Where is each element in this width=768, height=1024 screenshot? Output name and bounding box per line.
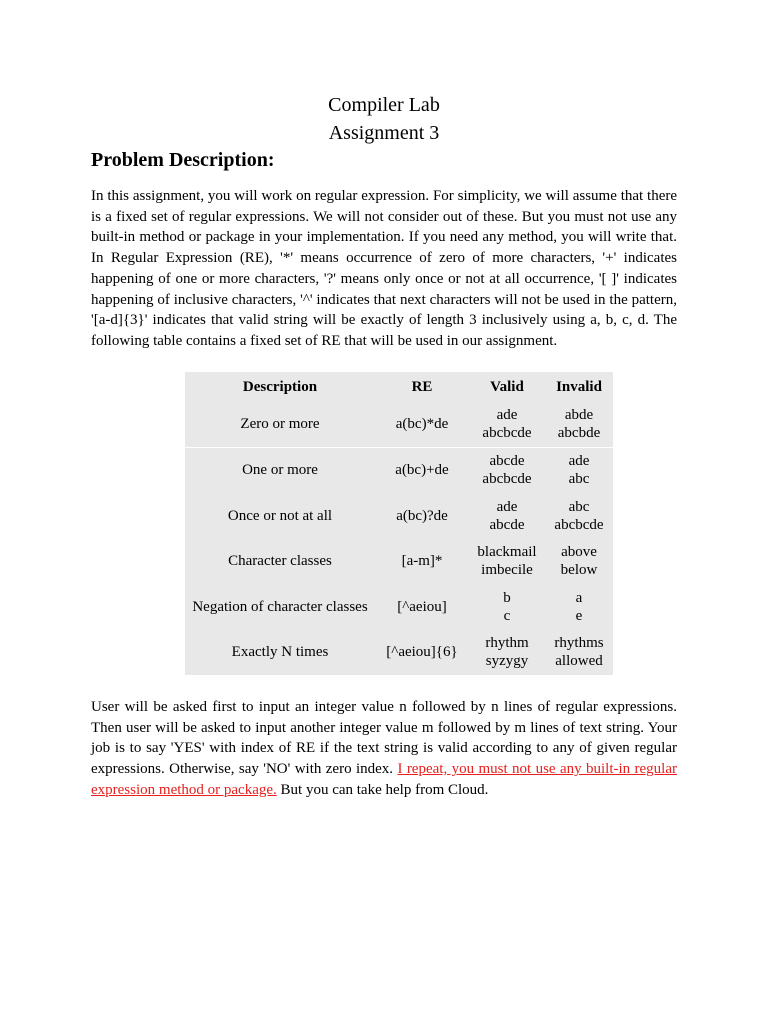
- table-row: [185, 447, 613, 493]
- invalid-example: abc: [568, 498, 590, 515]
- invalid-example: rhythms: [554, 635, 604, 652]
- row-description: Character classes: [228, 553, 332, 570]
- row-valid: [469, 539, 545, 585]
- row-valid: [469, 447, 545, 493]
- row-invalid: [545, 493, 613, 539]
- row-valid: [469, 493, 545, 539]
- valid-example: rhythm: [485, 635, 529, 652]
- row-invalid: [545, 401, 613, 447]
- row-re: a(bc)*de: [375, 401, 469, 447]
- valid-example: b: [503, 589, 511, 606]
- header-invalid: Invalid: [556, 378, 602, 395]
- regex-table: [185, 372, 613, 675]
- table-header-row: [185, 372, 613, 401]
- row-re: [^aeiou]{6}: [386, 644, 458, 661]
- header-valid: Valid: [490, 378, 524, 395]
- closing-paragraph: [91, 697, 677, 801]
- invalid-example: a: [575, 589, 583, 606]
- table-row: [185, 630, 613, 676]
- invalid-example: abc: [568, 471, 590, 488]
- invalid-example: below: [560, 562, 598, 579]
- header-description: Description: [242, 378, 318, 395]
- closing-text-start: User will be asked first to input an integer value n followed by n lines of regular expressions. Then user will be asked to input another integer value m followed by m lines of text string. Your job is to say 'YES' with index of RE if the text string is valid according to any of given regular expressions. Otherwise, say 'NO' with zero index.: [91, 699, 677, 778]
- valid-example: c: [503, 607, 511, 624]
- row-re: [^aeiou]: [397, 598, 447, 615]
- row-valid: [469, 630, 545, 676]
- document-title: Compiler Lab: [328, 94, 440, 116]
- row-description: One or more: [242, 462, 318, 479]
- invalid-example: ade: [568, 453, 590, 470]
- valid-example: abcbcde: [482, 471, 532, 488]
- row-valid: [469, 401, 545, 447]
- header-re: RE: [411, 378, 433, 395]
- invalid-example: abde: [564, 406, 594, 423]
- row-invalid: [545, 539, 613, 585]
- valid-example: blackmail: [477, 544, 537, 561]
- invalid-example: allowed: [555, 653, 603, 670]
- row-invalid: [545, 630, 613, 676]
- table-row: [185, 493, 613, 539]
- row-re: [a-m]*: [401, 553, 443, 570]
- invalid-example: e: [575, 607, 583, 624]
- valid-example: abcde: [489, 516, 525, 533]
- row-invalid: [545, 447, 613, 493]
- invalid-example: abcbde: [557, 424, 601, 441]
- warning-text: I repeat, you must not use any built-in regular expression method or package.: [91, 761, 677, 798]
- section-heading: Problem Description:: [91, 149, 275, 171]
- invalid-example: above: [561, 544, 597, 561]
- intro-paragraph: In this assignment, you will work on regular expression. For simplicity, we will assume that there is a fixed set of regular expressions. We will not consider out of these. But you must not use any built-in method or package in your implementation. If you need any method, you will write that. In Regular Expression (RE), '*' means occurrence of zero of more characters, '+' indicates happening of one or more characters, '?' means only once or not at all occurrence, '[ ]' indicates happening of inclusive characters, '^' indicates that next characters will not be used in the pattern, '[a-d]{3}' indicates that valid string will be exactly of length 3 inclusively using a, b, c, d. The following table contains a fixed set of RE that will be used in our assignment.: [91, 188, 677, 349]
- row-re: a(bc)?de: [396, 507, 448, 524]
- valid-example: abcbcde: [482, 424, 532, 441]
- valid-example: imbecile: [481, 562, 533, 579]
- row-description: Zero or more: [185, 401, 375, 447]
- document-subtitle: Assignment 3: [328, 122, 440, 144]
- closing-text-end: But you can take help from Cloud.: [276, 781, 489, 798]
- valid-example: abcde: [489, 453, 525, 470]
- table-row: [185, 584, 613, 630]
- row-valid: [469, 584, 545, 630]
- row-re: a(bc)+de: [395, 462, 449, 479]
- row-description: Exactly N times: [231, 644, 329, 661]
- valid-example: ade: [496, 498, 518, 515]
- row-invalid: [545, 584, 613, 630]
- row-description: Negation of character classes: [192, 598, 368, 615]
- invalid-example: abcbcde: [554, 516, 604, 533]
- valid-example: ade: [496, 406, 518, 423]
- valid-example: syzygy: [485, 653, 529, 670]
- table-row: [185, 539, 613, 585]
- row-description: Once or not at all: [227, 507, 333, 524]
- table-row: [185, 401, 613, 447]
